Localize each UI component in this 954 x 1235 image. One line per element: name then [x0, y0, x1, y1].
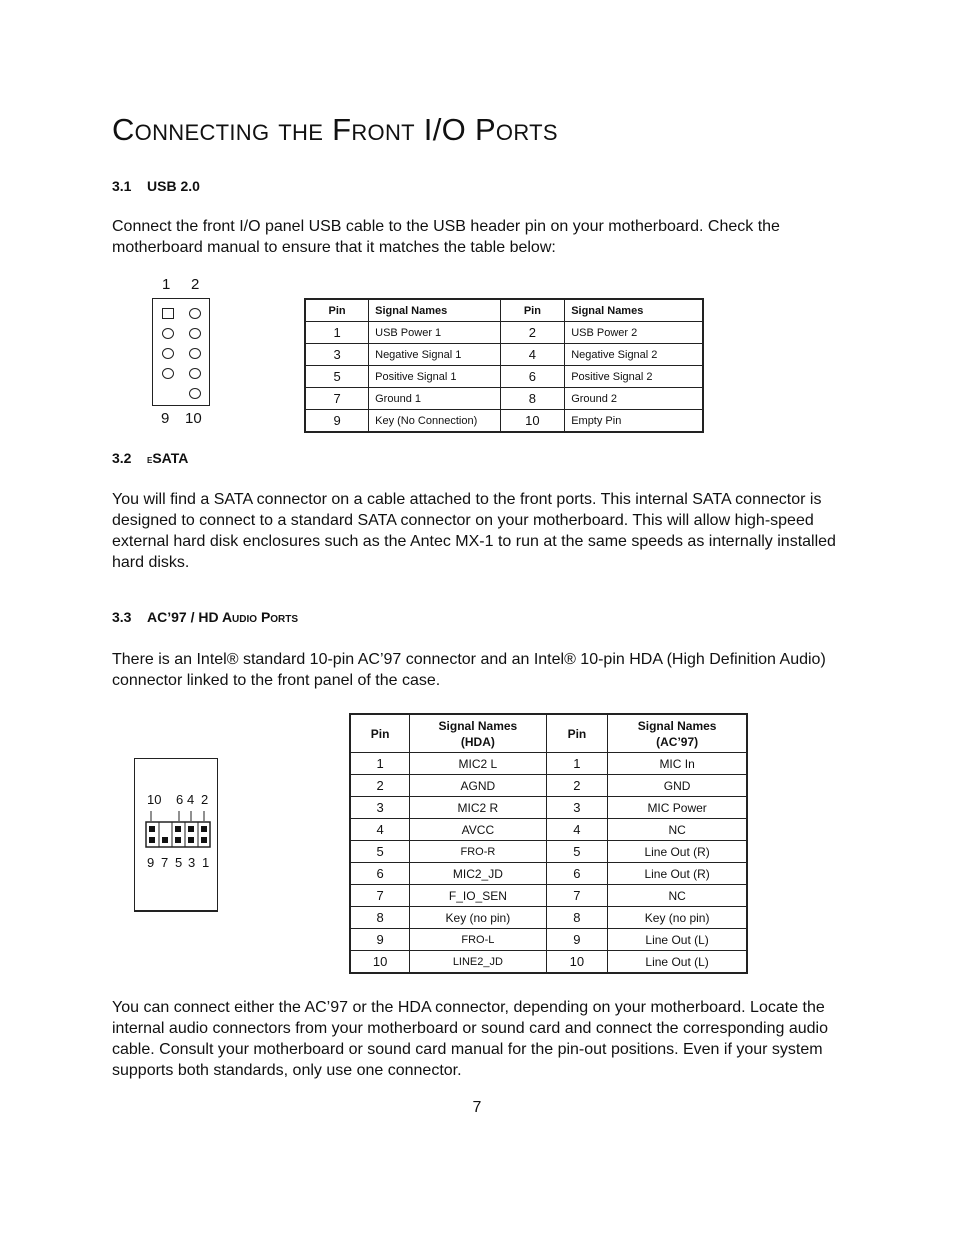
table-cell: MIC2 R: [410, 797, 546, 819]
audio-pin-label-3: 3: [188, 855, 196, 870]
table-cell: 8: [500, 388, 565, 410]
section-title: AC’97 / HD Audio Ports: [147, 609, 299, 625]
table-row: [350, 951, 747, 974]
table-cell: FRO-L: [410, 929, 546, 951]
audio-pin-block: [135, 809, 219, 859]
audio-pin-label-4: 4: [187, 792, 195, 807]
table-cell: 9: [305, 410, 369, 433]
table-header-row: [350, 714, 747, 753]
table-cell: 10: [500, 410, 565, 433]
audio-outro-paragraph: You can connect either the AC’97 or the HDA connector, depending on your motherboard. Locate the internal audio connectors from your motherboard or sound card and connect the corresponding audio cable. Consult your motherboard or sound card manual for the pin-out positions. Even if your system supports both standards, only use one connector.: [112, 999, 828, 1079]
table-cell: 9: [350, 929, 410, 951]
table-cell: Line Out (R): [608, 841, 747, 863]
usb-pin-2: [189, 308, 201, 319]
section-title: USB 2.0: [147, 178, 200, 194]
page-number: 7: [472, 1099, 482, 1116]
table-row: [350, 819, 747, 841]
table-cell: MIC2 L: [410, 753, 546, 775]
table-cell: 4: [546, 819, 608, 841]
table-cell: 2: [350, 775, 410, 797]
table-cell: 7: [546, 885, 608, 907]
section-heading-esata: [112, 450, 188, 466]
usb-pin-1: [162, 308, 174, 319]
usb-pin-4: [189, 328, 201, 339]
table-cell: Empty Pin: [565, 410, 703, 433]
audio-intro-paragraph: There is an Intel® standard 10-pin AC’97 connector and an Intel® 10-pin HDA (High Definition Audio) connector linked to the front panel of the case.: [112, 651, 826, 689]
table-header: Pin: [305, 299, 369, 322]
usb-pin-7: [162, 368, 174, 379]
table-cell: USB Power 2: [565, 322, 703, 344]
usb-header-diagram: [152, 298, 210, 406]
table-header: Signal Names: [565, 299, 703, 322]
table-cell: 7: [305, 388, 369, 410]
section-title-prefix: e: [147, 452, 153, 466]
usb-pin-label-10: 10: [185, 410, 202, 427]
table-cell: 9: [546, 929, 608, 951]
usb-pin-5: [162, 348, 174, 359]
section-heading-usb: [112, 178, 200, 194]
table-cell: NC: [608, 819, 747, 841]
table-cell: 1: [546, 753, 608, 775]
table-cell: Negative Signal 2: [565, 344, 703, 366]
table-cell: 8: [546, 907, 608, 929]
section-title: SATA: [152, 450, 189, 466]
table-cell: Ground 1: [369, 388, 500, 410]
audio-pin-table: [349, 713, 748, 974]
usb-pin-table: [304, 298, 704, 433]
table-cell: 3: [350, 797, 410, 819]
table-header-row: [305, 299, 703, 322]
table-cell: Key (no pin): [410, 907, 546, 929]
table-header: Pin: [500, 299, 565, 322]
usb-pin-label-2: 2: [191, 276, 200, 293]
table-cell: 7: [350, 885, 410, 907]
table-cell: 5: [546, 841, 608, 863]
table-cell: USB Power 1: [369, 322, 500, 344]
table-row: [350, 775, 747, 797]
audio-pin-label-2: 2: [201, 792, 209, 807]
usb-paragraph: Connect the front I/O panel USB cable to the USB header pin on your motherboard. Check the motherboard manual to ensure that it matches the table below:: [112, 218, 780, 256]
table-cell: 3: [546, 797, 608, 819]
audio-pin-label-6: 6: [176, 792, 184, 807]
table-header: Signal Names: [369, 299, 500, 322]
table-cell: Positive Signal 1: [369, 366, 500, 388]
table-row: [350, 907, 747, 929]
table-cell: 3: [305, 344, 369, 366]
usb-pin-6: [189, 348, 201, 359]
table-cell: F_IO_SEN: [410, 885, 546, 907]
table-cell: NC: [608, 885, 747, 907]
table-cell: 6: [500, 366, 565, 388]
esata-paragraph: You will find a SATA connector on a cable attached to the front ports. This internal SATA connector is designed to connect to a standard SATA connector on your motherboard. This will allow high-speed external hard disk enclosures such as the Antec MX-1 to run at the same speeds as internally installed hard disks.: [112, 491, 836, 571]
table-row: [305, 388, 703, 410]
page-title: Connecting the Front I/O Ports: [112, 112, 558, 147]
table-cell: 4: [350, 819, 410, 841]
table-row: [350, 885, 747, 907]
table-cell: 4: [500, 344, 565, 366]
table-cell: 1: [350, 753, 410, 775]
table-cell: 5: [350, 841, 410, 863]
table-cell: MIC2_JD: [410, 863, 546, 885]
table-cell: AGND: [410, 775, 546, 797]
table-header: Signal Names (AC’97): [608, 714, 747, 753]
section-number: 3.3: [112, 609, 132, 625]
table-cell: FRO-R: [410, 841, 546, 863]
table-cell: 5: [305, 366, 369, 388]
audio-pin-label-5: 5: [175, 855, 183, 870]
table-cell: LINE2_JD: [410, 951, 546, 974]
table-row: [305, 366, 703, 388]
table-cell: 6: [546, 863, 608, 885]
table-cell: AVCC: [410, 819, 546, 841]
table-cell: 10: [350, 951, 410, 974]
audio-header-diagram: [134, 758, 218, 912]
table-cell: Line Out (L): [608, 951, 747, 974]
section-number: 3.2: [112, 450, 132, 466]
table-cell: 6: [350, 863, 410, 885]
table-cell: 10: [546, 951, 608, 974]
table-row: [350, 863, 747, 885]
table-cell: 2: [500, 322, 565, 344]
table-cell: Key (No Connection): [369, 410, 500, 433]
audio-pin-label-10: 10: [147, 792, 162, 807]
section-heading-audio: [112, 609, 298, 625]
usb-pin-label-9: 9: [161, 410, 170, 427]
table-cell: Negative Signal 1: [369, 344, 500, 366]
table-cell: Line Out (R): [608, 863, 747, 885]
usb-pin-8: [189, 368, 201, 379]
usb-pin-3: [162, 328, 174, 339]
table-header: Pin: [546, 714, 608, 753]
audio-pin-label-1: 1: [202, 855, 210, 870]
table-row: [350, 841, 747, 863]
audio-pin-label-7: 7: [161, 855, 169, 870]
table-cell: GND: [608, 775, 747, 797]
table-cell: Line Out (L): [608, 929, 747, 951]
table-cell: MIC Power: [608, 797, 747, 819]
table-cell: 8: [350, 907, 410, 929]
usb-pin-label-1: 1: [162, 276, 171, 293]
table-cell: Key (no pin): [608, 907, 747, 929]
table-row: [350, 753, 747, 775]
section-number: 3.1: [112, 178, 132, 194]
table-cell: MIC In: [608, 753, 747, 775]
audio-pin-label-9: 9: [147, 855, 155, 870]
table-cell: 1: [305, 322, 369, 344]
table-row: [305, 322, 703, 344]
table-header: Pin: [350, 714, 410, 753]
table-header: Signal Names (HDA): [410, 714, 546, 753]
usb-pin-10: [189, 388, 201, 399]
table-cell: Ground 2: [565, 388, 703, 410]
table-cell: 2: [546, 775, 608, 797]
table-row: [350, 797, 747, 819]
table-row: [305, 344, 703, 366]
table-row: [305, 410, 703, 433]
table-row: [350, 929, 747, 951]
table-cell: Positive Signal 2: [565, 366, 703, 388]
